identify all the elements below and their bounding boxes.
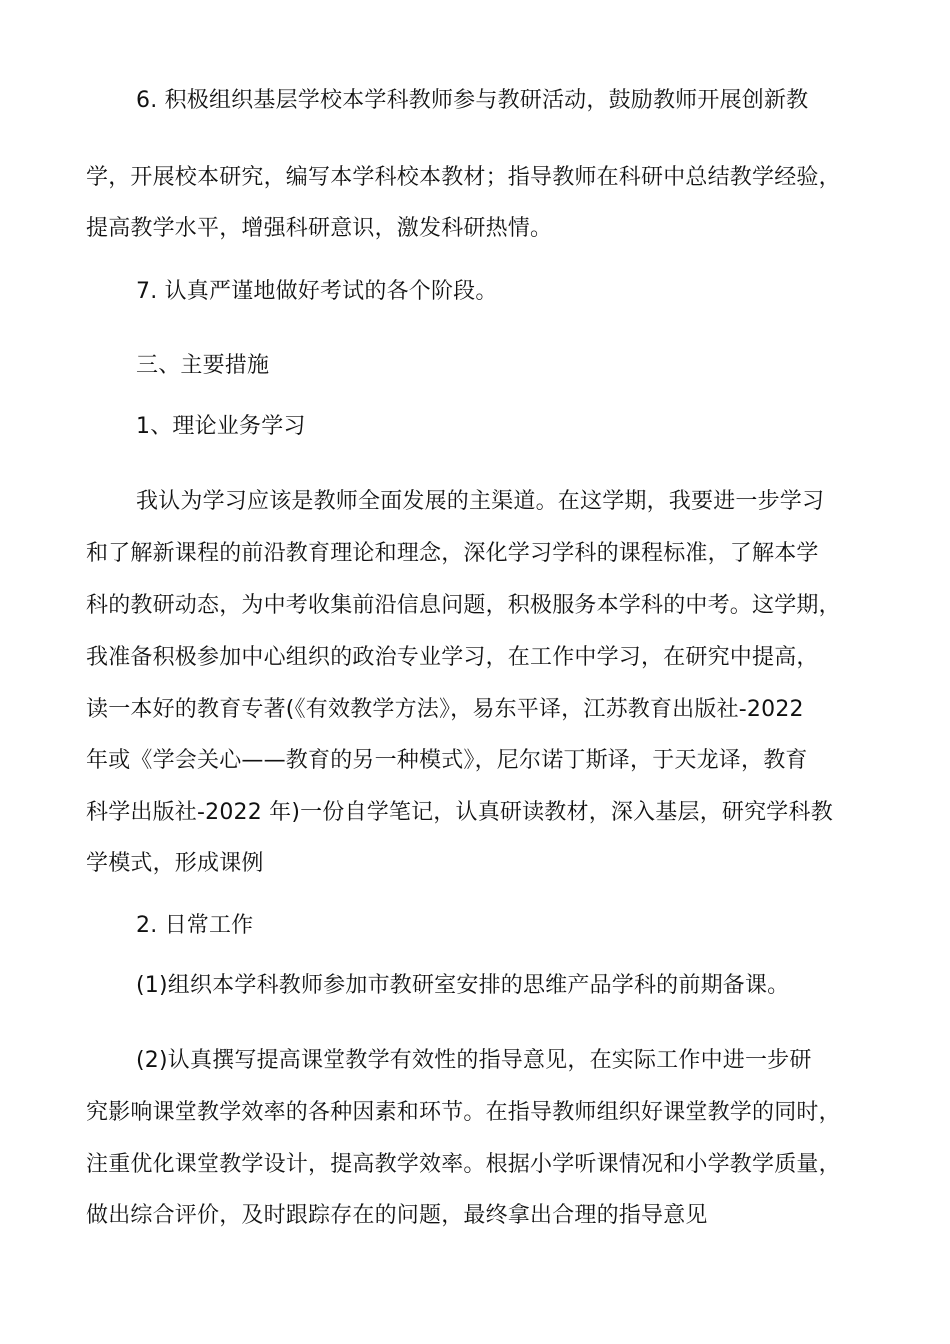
paragraph-line: 我认为学习应该是教师全面发展的主渠道。在这学期，我要进一步学习 [136, 489, 825, 514]
paragraph-line: 做出综合评价，及时跟踪存在的问题，最终拿出合理的指导意见 [86, 1203, 708, 1228]
paragraph-line: 学，开展校本研究，编写本学科校本教材；指导教师在科研中总结教学经验， [86, 165, 841, 190]
paragraph-line: 提高教学水平，增强科研意识，激发科研热情。 [86, 216, 553, 241]
subsection-heading: 1、理论业务学习 [136, 414, 306, 439]
paragraph-line: 6. 积极组织基层学校本学科教师参与教研活动，鼓励教师开展创新教 [136, 88, 809, 113]
paragraph-line: (1)组织本学科教师参加市教研室安排的思维产品学科的前期备课。 [136, 973, 790, 998]
paragraph-line: 7. 认真严谨地做好考试的各个阶段。 [136, 279, 498, 304]
paragraph-line: 注重优化课堂教学设计，提高教学效率。根据小学听课情况和小学教学质量， [86, 1152, 841, 1177]
paragraph-line: 科学出版社-2022 年)一份自学笔记，认真研读教材，深入基层，研究学科教 [86, 800, 833, 825]
paragraph-line: 我准备积极参加中心组织的政治专业学习，在工作中学习，在研究中提高， [86, 645, 819, 670]
paragraph-line: 科的教研动态，为中考收集前沿信息问题，积极服务本学科的中考。这学期， [86, 593, 841, 618]
paragraph-line: 读一本好的教育专著(《有效教学方法》，易东平译，江苏教育出版社-2022 [86, 697, 804, 722]
paragraph-line: 和了解新课程的前沿教育理论和理念，深化学习学科的课程标准，了解本学 [86, 541, 819, 566]
subsection-heading: 2. 日常工作 [136, 913, 254, 938]
paragraph-line: (2)认真撰写提高课堂教学有效性的指导意见，在实际工作中进一步研 [136, 1048, 812, 1073]
paragraph-line: 年或《学会关心——教育的另一种模式》，尼尔诺丁斯译，于天龙译，教育 [86, 748, 808, 773]
section-heading: 三、主要措施 [136, 353, 270, 378]
paragraph-line: 究影响课堂教学效率的各种因素和环节。在指导教师组织好课堂教学的同时， [86, 1100, 841, 1125]
paragraph-line: 学模式，形成课例 [86, 851, 264, 876]
